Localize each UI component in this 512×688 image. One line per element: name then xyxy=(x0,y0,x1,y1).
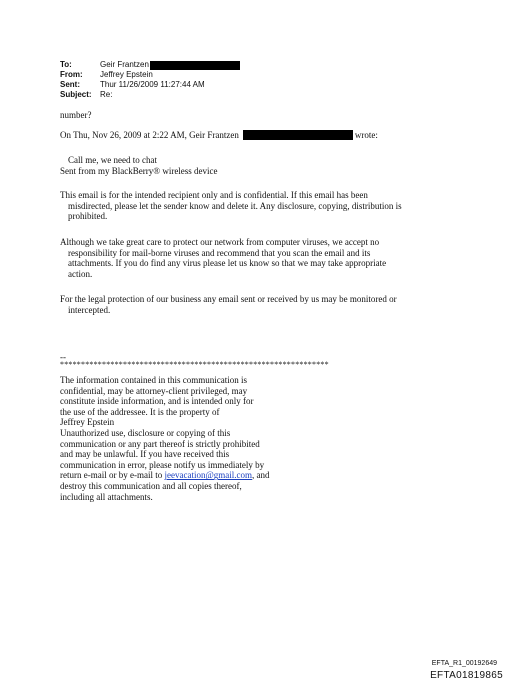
reply-text: number? xyxy=(60,110,92,120)
star-separator: **************************************************************** xyxy=(60,360,329,369)
sent-value: Thur 11/26/2009 11:27:44 AM xyxy=(100,80,205,89)
quote-prefix: On Thu, Nov 26, 2009 at 2:22 AM, Geir Frantzen xyxy=(60,130,239,140)
redaction-bar xyxy=(243,130,353,140)
from-row xyxy=(60,70,240,80)
dash-separator: -- xyxy=(60,352,66,362)
subject-value: Re: xyxy=(100,90,113,99)
document-id-small: EFTA_R1_00192649 xyxy=(431,660,497,667)
email-header xyxy=(60,60,240,100)
quoted-message xyxy=(60,155,218,176)
paragraph-confidential: This email is for the intended recipient only and is confidential. If this email has been misdirected, please let the sender know and delete it. Any disclosure, copying, distribution is prohibited. xyxy=(60,190,402,222)
sent-row xyxy=(60,80,240,90)
email-line: return e-mail or by e-mail to jeevacation@gmail.com, and xyxy=(60,470,270,481)
to-label: To: xyxy=(60,60,72,69)
to-row xyxy=(60,60,240,70)
quoted-line-1: Call me, we need to chat xyxy=(68,155,157,165)
sent-label: Sent: xyxy=(60,80,80,89)
paragraph-legal: For the legal protection of our business any email sent or received by us may be monitored or intercepted. xyxy=(60,294,397,315)
document-id-large: EFTA01819865 xyxy=(430,670,503,681)
to-value: Geir Frantzen xyxy=(100,60,149,69)
from-label: From: xyxy=(60,70,83,79)
subject-label: Subject: xyxy=(60,90,92,99)
signature-separator xyxy=(60,352,329,371)
email-link[interactable]: jeevacation@gmail.com xyxy=(164,470,252,481)
quoted-line-2: Sent from my BlackBerry® wireless device xyxy=(60,165,218,176)
from-value: Jeffrey Epstein xyxy=(100,70,153,79)
quote-line xyxy=(60,130,378,141)
disclaimer-block: The information contained in this communication is confidential, may be attorney-client privileged, may constitute inside information, and is intended only for the use of the addressee. It is the property of Jeffrey Epstein Unauthorized use, disclosure or copying of this communication or any part thereof is strictly prohibited and may be unlawful. If you have received this communication in error, please notify us immediately by return e-mail or by e-mail to jeevacation@gmail.com, and destroy this communication and all copies thereof, including all attachments. xyxy=(60,375,270,502)
paragraph-virus: Although we take great care to protect our network from computer viruses, we accept no responsibility for mail-borne viruses and recommend that you scan the email and its attachments. If you do find any virus please let us know so that we may take appropriate action. xyxy=(60,237,387,279)
redaction-bar xyxy=(150,61,240,70)
subject-row xyxy=(60,90,240,100)
quote-suffix: wrote: xyxy=(354,130,378,140)
